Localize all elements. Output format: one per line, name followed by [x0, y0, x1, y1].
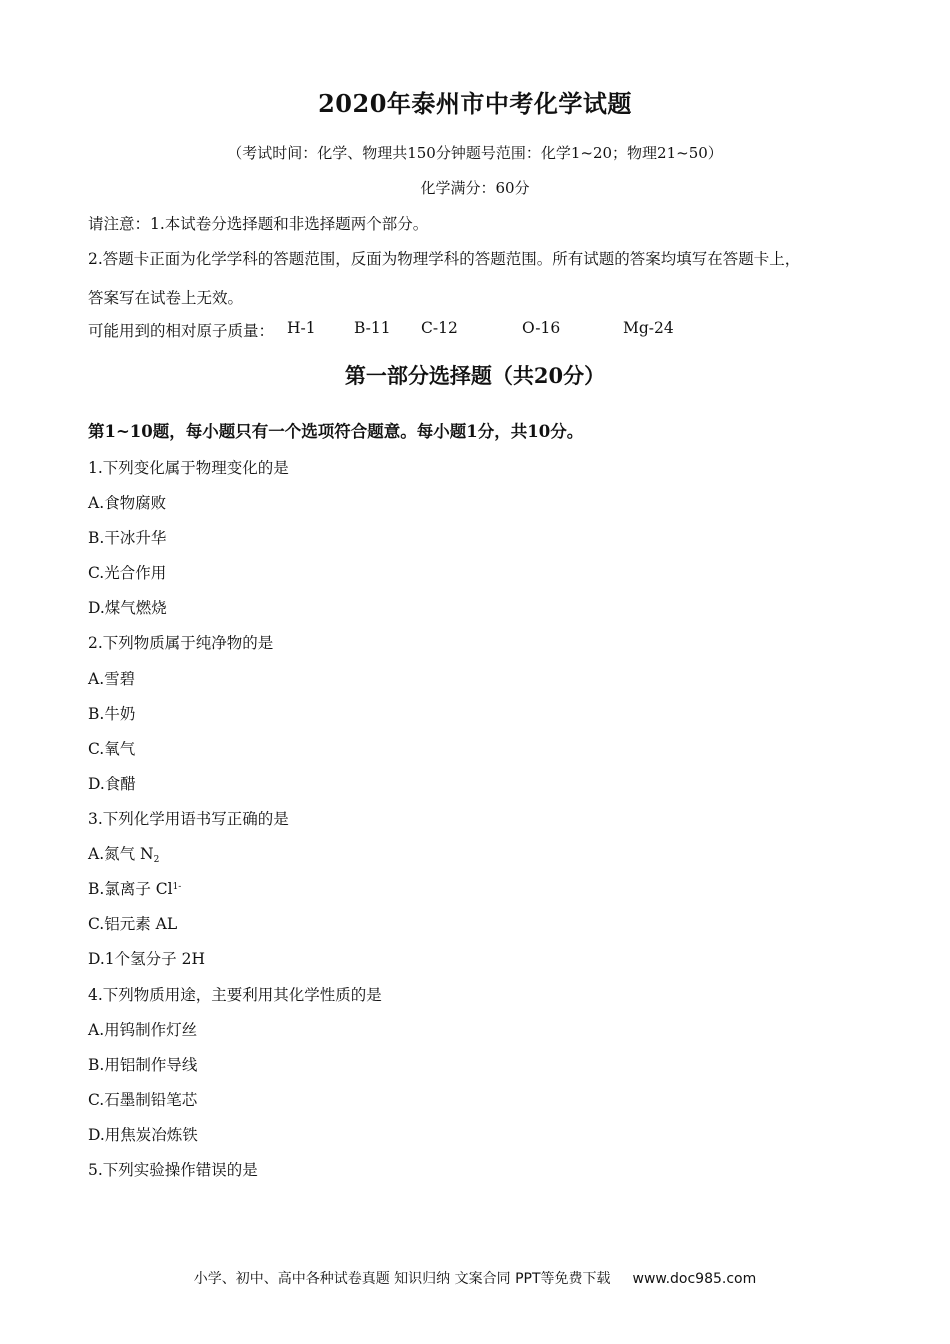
superscript: 1- — [172, 882, 182, 892]
question-2-option-b: B.牛奶 — [88, 705, 136, 723]
question-2-option-c: C.氧气 — [88, 740, 136, 758]
atomic-mass-h: H-1 — [287, 319, 316, 337]
question-3-option-a — [88, 842, 159, 865]
question-1-stem: 1.下列变化属于物理变化的是 — [88, 459, 289, 477]
question-4-option-a: A.用钨制作灯丝 — [88, 1021, 198, 1039]
footer-url-link[interactable]: www.doc985.com — [632, 1271, 757, 1287]
question-4-option-c: C.石墨制铅笔芯 — [88, 1091, 198, 1109]
atomic-mass-o: O-16 — [522, 319, 561, 337]
footer — [0, 1268, 950, 1288]
question-1-option-c: C.光合作用 — [88, 564, 167, 582]
question-4-stem: 4.下列物质用途，主要利用其化学性质的是 — [88, 986, 382, 1004]
notice-line-2: 2.答题卡正面为化学学科的答题范围，反面为物理学科的答题范围。所有试题的答案均填写在答题卡上， — [88, 250, 801, 268]
question-3-option-b — [88, 877, 181, 899]
question-3-option-d: D.1个氢分子 2H — [88, 950, 205, 968]
atomic-mass-label: 可能用到的相对原子质量： — [88, 322, 275, 340]
question-5-stem: 5.下列实验操作错误的是 — [88, 1161, 258, 1179]
question-2-option-a: A.雪碧 — [88, 670, 136, 688]
question-1-option-d: D.煤气燃烧 — [88, 599, 167, 617]
question-1-option-a: A.食物腐败 — [88, 494, 167, 512]
question-1-option-b: B.干冰升华 — [88, 529, 167, 547]
option-text: A.氮气 N — [88, 845, 154, 863]
section-instruction: 第1~10题，每小题只有一个选项符合题意。每小题1分，共10分。 — [88, 422, 584, 441]
question-3-stem: 3.下列化学用语书写正确的是 — [88, 810, 289, 828]
section-title: 第一部分选择题（共20分） — [344, 363, 606, 388]
question-3-option-c: C.铝元素 AL — [88, 915, 178, 933]
footer-text: 小学、初中、高中各种试卷真题 知识归纳 文案合同 PPT等免费下载 — [193, 1271, 611, 1287]
atomic-mass-row — [88, 319, 788, 341]
notice-line-3: 答案写在试卷上无效。 — [88, 289, 244, 307]
full-score-note: 化学满分：60分 — [420, 179, 530, 197]
question-4-option-b: B.用铝制作导线 — [88, 1056, 198, 1074]
atomic-mass-mg: Mg-24 — [623, 319, 674, 337]
notice-line-1: 请注意：1.本试卷分选择题和非选择题两个部分。 — [88, 215, 429, 233]
question-2-option-d: D.食醋 — [88, 775, 136, 793]
atomic-mass-b: B-11 — [354, 319, 391, 337]
question-4-option-d: D.用焦炭冶炼铁 — [88, 1126, 198, 1144]
option-text: B.氯离子 Cl — [88, 880, 173, 898]
subscript: 2 — [153, 855, 160, 865]
question-2-stem: 2.下列物质属于纯净物的是 — [88, 634, 274, 652]
exam-time-note: （考试时间：化学、物理共150分钟题号范围：化学1~20；物理21~50） — [227, 144, 723, 162]
atomic-mass-c: C-12 — [421, 319, 458, 337]
page-title: 2020年泰州市中考化学试题 — [318, 89, 632, 118]
